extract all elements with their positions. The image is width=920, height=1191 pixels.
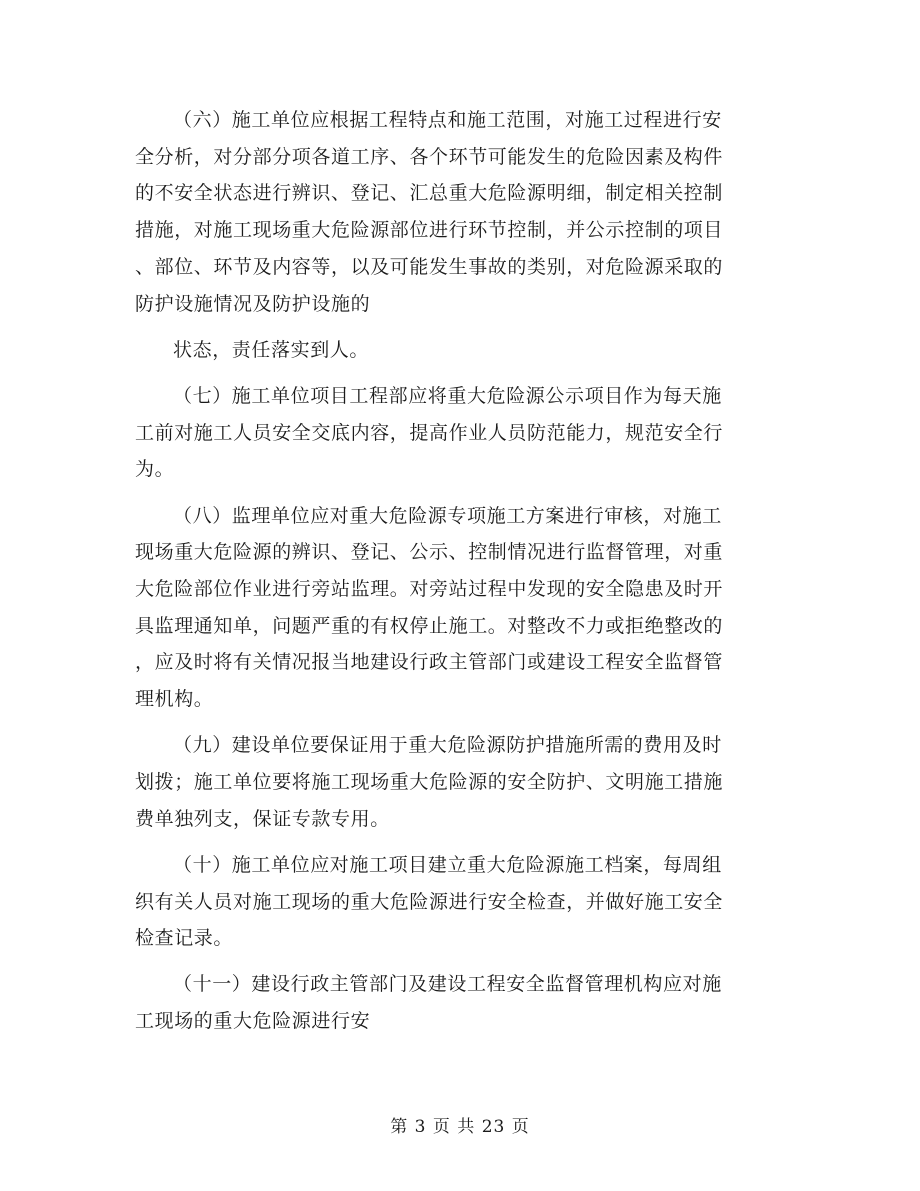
paragraph-line: 为。: [135, 458, 175, 481]
paragraph-seven: [135, 378, 775, 488]
document-body: [135, 102, 775, 1049]
paragraph-line: 、部位、环节及内容等，以及可能发生事故的类别，对危险源采取的: [135, 255, 724, 278]
paragraph-line: 织有关人员对施工现场的重大危险源进行安全检查，并做好施工安全: [135, 890, 724, 913]
paragraph-line: （九）建设单位要保证用于重大危险源防护措施所需的费用及时: [173, 734, 722, 757]
paragraph-line: 状态，责任落实到人。: [173, 338, 370, 361]
paragraph-line: 理机构。: [135, 688, 214, 711]
paragraph-six-cont: [135, 332, 775, 369]
paragraph-line: （十一）建设行政主管部门及建设工程安全监督管理机构应对施: [173, 973, 722, 996]
paragraph-line: 工现场的重大危险源进行安: [135, 1010, 371, 1033]
paragraph-line: 大危险部位作业进行旁站监理。对旁站过程中发现的安全隐患及时开: [135, 577, 724, 600]
paragraph-eleven: [135, 966, 775, 1039]
paragraph-line: 措施，对施工现场重大危险源部位进行环节控制，并公示控制的项目: [135, 219, 724, 242]
paragraph-line: 划拨；施工单位要将施工现场重大危险源的安全防护、文明施工措施: [135, 770, 724, 793]
paragraph-line: 全分析，对分部分项各道工序、各个环节可能发生的危险因素及构件: [135, 145, 724, 168]
paragraph-eight: [135, 498, 775, 718]
paragraph-line: 检查记录。: [135, 927, 234, 950]
paragraph-line: 具监理通知单，问题严重的有权停止施工。对整改不力或拒绝整改的: [135, 614, 724, 637]
paragraph-line: 工前对施工人员安全交底内容，提高作业人员防范能力，规范安全行: [135, 421, 724, 444]
paragraph-nine: [135, 727, 775, 837]
paragraph-line: （六）施工单位应根据工程特点和施工范围，对施工过程进行安: [173, 109, 722, 131]
paragraph-line: （七）施工单位项目工程部应将重大危险源公示项目作为每天施: [173, 384, 722, 407]
page-number-label: 第 3 页 共 23 页: [390, 1117, 530, 1137]
paragraph-line: 防护设施情况及防护设施的: [135, 292, 371, 315]
paragraph-line: ，应及时将有关情况报当地建设行政主管部门或建设工程安全监督管: [135, 651, 724, 674]
paragraph-line: 的不安全状态进行辨识、登记、汇总重大危险源明细，制定相关控制: [135, 182, 724, 205]
paragraph-line: 现场重大危险源的辨识、登记、公示、控制情况进行监督管理，对重: [135, 541, 724, 564]
paragraph-line: （十）施工单位应对施工项目建立重大危险源施工档案，每周组: [173, 853, 722, 876]
page-footer: [0, 1112, 920, 1137]
paragraph-ten: [135, 847, 775, 957]
paragraph-line: （八）监理单位应对重大危险源专项施工方案进行审核，对施工: [173, 504, 722, 527]
paragraph-line: 费单独列支，保证专款专用。: [135, 807, 390, 830]
paragraph-six: [135, 102, 775, 322]
